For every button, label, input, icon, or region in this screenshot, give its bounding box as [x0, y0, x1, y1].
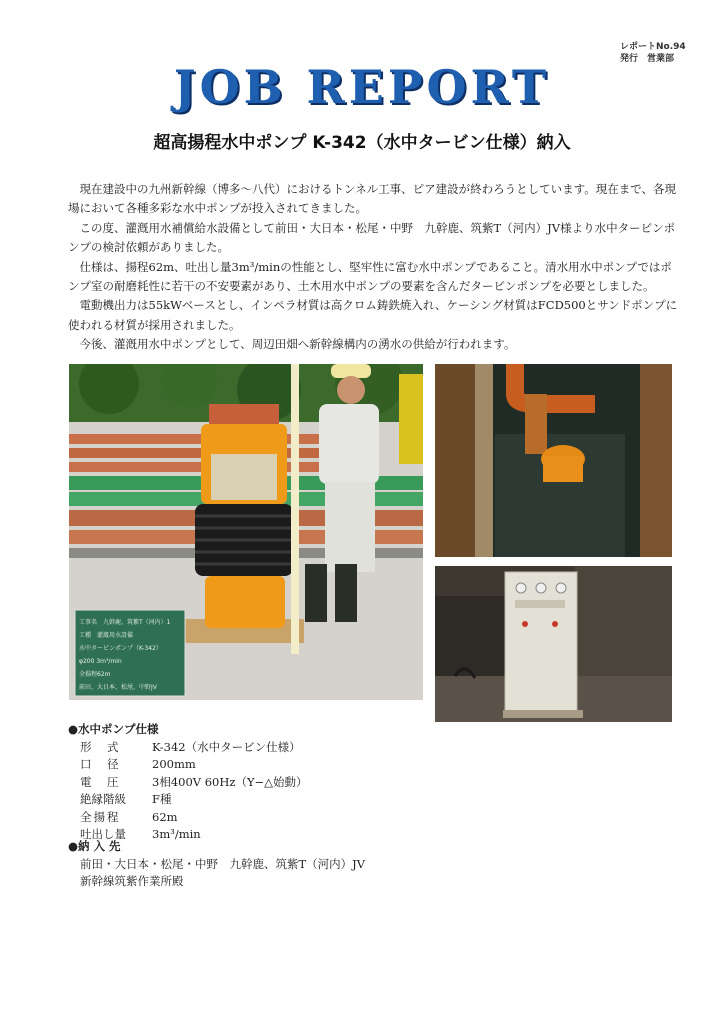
paragraph: 仕様は、揚程62m、吐出し量3m³/minの性能とし、堅牢性に富む水中ポンプであること。清水用水中ポンプではポンプ室の耐磨耗性に若干の不安要素があり、土木用水中ポンプの要素を含んだタービンポンプを必要としました。 [68, 259, 672, 294]
delivery-section [68, 838, 468, 891]
pump-spec-section [68, 721, 428, 844]
site-signboard [79, 616, 181, 694]
spec-key: 電 圧 [80, 774, 121, 789]
spec-row [68, 739, 428, 757]
spec-value: 3m³/min [152, 827, 201, 841]
report-number: レポートNo.94 [620, 42, 686, 52]
delivery-heading: ●納 入 先 [68, 839, 121, 853]
signboard-line: 水中タービンポンプ（K-342） [79, 645, 162, 652]
spec-value: 200mm [152, 757, 196, 771]
installed-pump-illustration [435, 364, 672, 557]
spec-row [68, 809, 428, 827]
issuer: 発行 営業部 [620, 54, 675, 64]
spec-value: 3相400V 60Hz（Y−△始動） [152, 774, 308, 789]
control-panel-illustration [435, 566, 672, 722]
report-subtitle: 超高揚程水中ポンプ K-342（水中タービン仕様）納入 [153, 133, 571, 153]
spec-key: 形 式 [80, 739, 121, 754]
spec-row [68, 791, 428, 809]
spec-key: 全揚程 [80, 809, 121, 824]
delivery-line: 新幹線筑紫作業所殿 [80, 874, 184, 888]
paragraph: 電動機出力は55kWベースとし、インペラ材質は高クロム鋳鉄焼入れ、ケーシング材質はFCD500とサンドポンプに使われる材質が採用されました。 [68, 298, 678, 332]
paragraph: 今後、灌漑用水中ポンプとして、周辺田畑へ新幹線構内の湧水の供給が行われます。 [79, 337, 516, 352]
signboard-line: 前田、大日本、松尾、中野JV [79, 684, 157, 691]
paragraph: この度、灌漑用水補償給水設備として前田・大日本・松尾・中野 九幹鹿、筑紫T（河内）JV様より水中タービンポンプの検討依頼がありました。 [68, 220, 676, 255]
spec-key: 絶縁階級 [80, 792, 126, 806]
control-panel-photo [435, 566, 672, 722]
spec-row [68, 774, 428, 792]
installed-pump-photo [435, 364, 672, 557]
spec-value: K-342（水中タービン仕様） [152, 739, 301, 754]
report-title: JOB REPORT [173, 60, 551, 114]
spec-key: 口 径 [80, 757, 121, 771]
spec-key: 吐出し量 [80, 827, 126, 841]
pump-photo [69, 364, 423, 700]
signboard-line: 工事名 九幹鹿、筑紫T（河内）1 [79, 619, 171, 626]
signboard-line: 工種 灌漑用水設備 [79, 632, 134, 639]
spec-heading: ●水中ポンプ仕様 [68, 722, 159, 736]
spec-row [68, 756, 428, 774]
spec-value: F種 [152, 792, 172, 806]
paragraph: 現在建設中の九州新幹線（博多〜八代）におけるトンネル工事、ピア建設が終わろうとしています。現在まで、各現場において各種多彩な水中ポンプが投入されてきました。 [68, 182, 676, 216]
signboard-line: 全揚程62m [79, 671, 111, 678]
spec-value: 62m [152, 809, 178, 824]
report-body [68, 180, 680, 355]
delivery-line: 前田・大日本・松尾・中野 九幹鹿、筑紫T（河内）JV [80, 856, 366, 871]
signboard-line: φ200 3m³/min [79, 658, 122, 665]
